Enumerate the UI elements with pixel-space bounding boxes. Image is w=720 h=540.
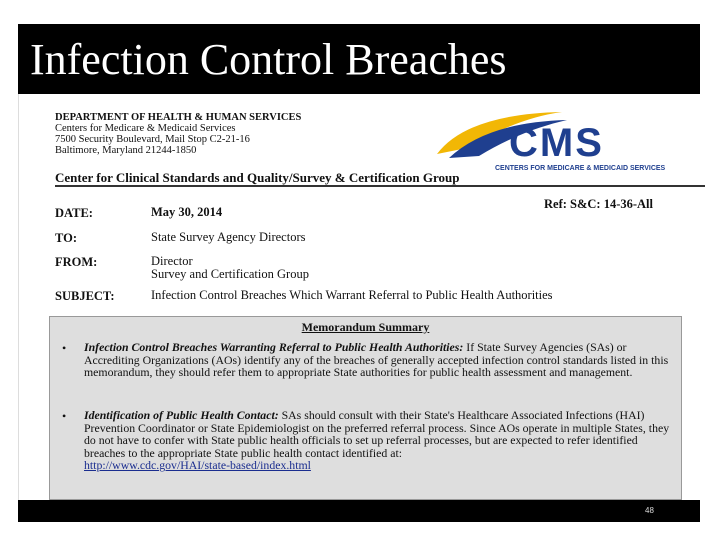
to-value: State Survey Agency Directors [151, 230, 306, 244]
page-number: 48 [645, 506, 654, 515]
dept-line: DEPARTMENT OF HEALTH & HUMAN SERVICES [55, 112, 302, 123]
footer-bar [18, 500, 700, 522]
bullet-2-title: Identification of Public Health Contact: [84, 408, 279, 422]
to-label: TO: [55, 231, 77, 245]
cdc-link[interactable]: http://www.cdc.gov/HAI/state-based/index.html [84, 458, 311, 473]
dept-line: Baltimore, Maryland 21244-1850 [55, 145, 197, 156]
summary-bullet-1 [84, 341, 674, 379]
subject-label: SUBJECT: [55, 289, 115, 303]
memorandum-summary [49, 316, 682, 500]
logo-text: CMS [509, 121, 604, 165]
title-bar [18, 24, 700, 94]
subject-value: Infection Control Breaches Which Warrant Referral to Public Health Authorities [151, 288, 553, 302]
dept-line: Centers for Medicare & Medicaid Services [55, 123, 236, 134]
bullet-2-text: SAs should consult with their State's Healthcare Associated Infections (HAI) Prevention Coordinator or State Epidemiologist on the preferred referral process. Since AOs operate in multiple States, they do not have to confer with State public health officials to set up referral processes, but are expected to refer identified breaches to the appropriate State public health contact identified at: [84, 408, 670, 460]
from-value-2: Survey and Certification Group [151, 267, 309, 281]
cms-logo [427, 108, 689, 176]
summary-title: Memorandum Summary [301, 320, 430, 334]
from-value-1: Director [151, 254, 193, 268]
bullet-icon: • [62, 409, 67, 423]
summary-bullet-2 [84, 409, 674, 472]
date-value: May 30, 2014 [151, 205, 223, 219]
memo-page [18, 94, 701, 500]
bullet-1-text: If State Survey Agencies (SAs) or Accrediting Organizations (AOs) identify any of the breaches of generally accepted infection control standards listed in this memorandum, they should refer them to appropriate State authorities for public health assessment and management. [84, 340, 669, 380]
dept-header [55, 112, 301, 156]
dept-line: 7500 Security Boulevard, Mail Stop C2-21-16 [55, 134, 250, 145]
bullet-1-title: Infection Control Breaches Warranting Referral to Public Health Authorities: [84, 340, 464, 354]
logo-subtext: CENTERS FOR MEDICARE & MEDICAID SERVICES [495, 165, 666, 172]
slide-title: Infection Control Breaches [30, 35, 507, 84]
divider [55, 185, 705, 187]
reference-number: Ref: S&C: 14-36-All [544, 197, 654, 211]
date-label: DATE: [55, 206, 93, 220]
from-label: FROM: [55, 255, 98, 269]
group-heading: Center for Clinical Standards and Quality/Survey & Certification Group [55, 170, 460, 185]
bullet-icon: • [62, 341, 67, 355]
